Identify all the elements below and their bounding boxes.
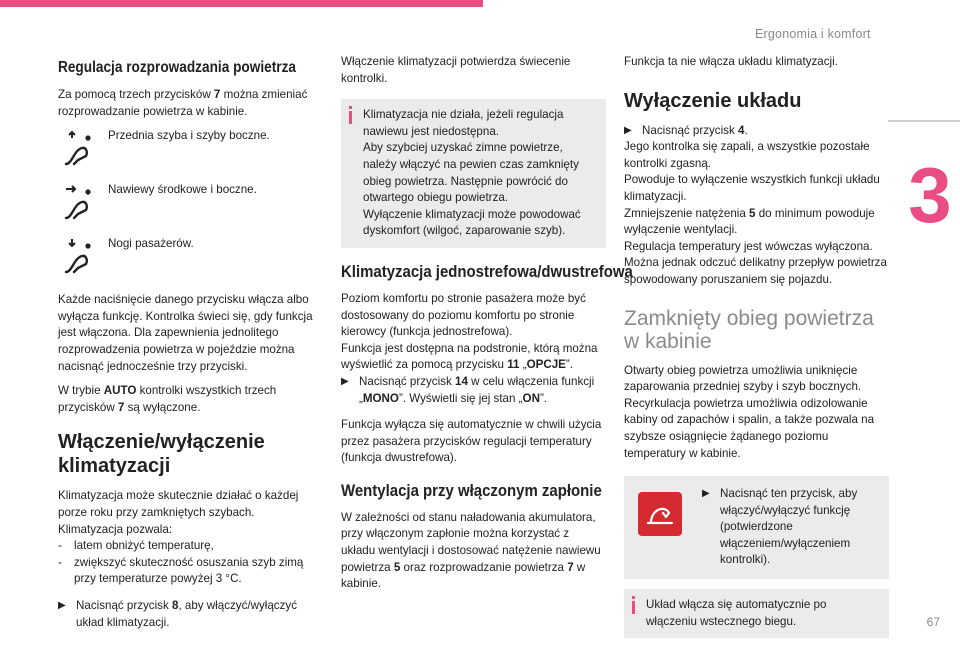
windscreen-mode-label: Przednia szyba i szyby boczne. [108,129,270,143]
dual-paragraph-3: Funkcja wyłącza się automatycznie w chwili użycia przez pasażera przycisków regulacji temperatury (funkcja dwustrefowa). [341,418,602,465]
press-button-14-instruction: ▶ Nacisnąć przycisk 14 w celu włączenia funkcji „MONO”. Wyświetli się jej stan „ON”. [341,374,606,407]
column-1 [58,46,323,631]
heading-ac-on-off: Włączenie/wyłączenie klimatyzacji [58,431,265,478]
each-press-paragraph: Każde naciśnięcie danego przycisku włącza albo wyłącza funkcję. Kontrolka świeci się, gdy funkcja jest włączona. Dla zapewnienia jednolitego rozprowadzenia powietrza w pojeździe można nacisnąć jednocześnie trzy przyciski. [58,293,313,373]
off-paragraph-1: Jego kontrolka się zapali, a wszystkie pozostałe kontrolki zgasną. [624,140,870,170]
heading-ventilation: Wentylacja przy włączonym zapłonie [341,480,602,500]
heading-dual-zone: Klimatyzacja jednostrefowa/dwustrefowa [341,261,633,281]
press-button-4-instruction: ▶ Nacisnąć przycisk 4. [624,123,889,140]
instruction-arrow-icon: ▶ [624,124,632,136]
ac-paragraph-1: Klimatyzacja może skutecznie działać o każdej porze roku przy zamkniętych szybach. [58,489,299,519]
recirculation-icon [645,501,675,527]
recirculation-instruction: ▶ Nacisnąć ten przycisk, aby włączyć/wyłączyć funkcję (potwierdzone włączeniem/wyłączeniem kontrolki). [702,486,879,569]
info-text: Klimatyzacja nie działa, jeżeli regulacja nawiewu jest niedostępna. [363,108,564,138]
dual-paragraph-1: Poziom komfortu po stronie pasażera może być dostosowany do poziomu komfortu po stronie kierowcy (funkcja jednostrefowa). [341,291,586,339]
column-2 [341,46,633,601]
section-title: Ergonomia i komfort [755,27,871,41]
off-paragraph-2: Powoduje to wyłączenie wszystkich funkcji układu klimatyzacji. [624,173,880,203]
header-accent-bar [0,0,483,7]
recirculation-paragraph: Otwarty obieg powietrza umożliwia uniknięcie zaparowania przedniej szyby i szyb bocznych. Recyrkulacja powietrza umożliwia odizolowanie kabiny od zapachów i spalin, a także pozwala na szybsze osiągnięcie żądanego poziomu temperatury w kabinie. [624,363,875,460]
heading-system-off: Wyłączenie układu [624,89,802,112]
ac-confirm-paragraph: Włączenie klimatyzacji potwierdza świecenie kontrolki. [341,55,571,85]
chapter-divider [888,120,960,122]
recirculation-button[interactable] [638,492,682,536]
instruction-arrow-icon: ▶ [702,488,710,500]
info-text: Aby szybciej uzyskać zimne powietrze, należy włączyć na pewien czas zamknięty obieg powietrza. Następnie powrócić do otwartego obiegu powietrza. [363,141,579,205]
heading-air-distribution: Regulacja rozprowadzania powietrza [58,59,296,76]
info-text: Układ włącza się automatycznie po włączeniu wstecznego biegu. [646,598,827,628]
centre-vents-mode-label: Nawiewy środkowe i boczne. [108,183,257,197]
windscreen-mode-row [58,128,323,174]
auto-mode-paragraph: W trybie AUTO kontrolki wszystkich trzech przycisków 7 są wyłączone. [58,384,277,414]
info-icon [632,601,635,614]
info-text: Wyłączenie klimatyzacji może powodować dyskomfort (wilgoć, zaparowanie szyb). [363,207,581,238]
function-note: Funkcja ta nie włącza układu klimatyzacji. [624,55,838,68]
dual-paragraph-2: Funkcja jest dostępna na podstronie, którą można wyświetlić za pomocą przycisku 11 „OPCJE”. [341,341,598,372]
ac-list-item: - latem obniżyć temperaturę, [58,539,214,553]
windscreen-airflow-icon [58,128,98,168]
air-intro: Za pomocą trzech przycisków 7 można zmieniać rozprowadzanie powietrza w kabinie. [58,88,308,118]
centre-vents-mode-row [58,182,323,228]
press-button-8-instruction: ▶ Nacisnąć przycisk 8, aby włączyć/wyłączyć układ klimatyzacji. [58,598,323,631]
heading-recirculation: Zamknięty obieg powietrza w kabinie [624,306,874,353]
page-number: 67 [926,615,940,629]
instruction-arrow-icon: ▶ [341,375,349,387]
instruction-arrow-icon: ▶ [58,599,66,611]
centre-vents-airflow-icon [58,182,98,222]
column-3 [624,46,889,652]
ventilation-paragraph: W zależności od stanu naładowania akumulatora, przy włączonym zapłonie można korzystać z układu wentylacji i dostosować natężenie nawiewu powietrza 5 oraz rozprowadzanie powietrza 7 w kabinie. [341,510,601,591]
off-paragraph-4: Regulacja temperatury jest wówczas wyłączona. Można jednak odczuć delikatny przepływ powietrza spowodowany poruszaniem się pojazdu. [624,239,887,286]
info-box-ac [341,99,606,248]
info-box-reverse [624,589,889,638]
ac-list-item: - zwiększyć skuteczność osuszania szyb zimą przy temperaturze powyżej 3 °C. [58,555,304,586]
off-paragraph-3: Zmniejszenie natężenia 5 do minimum powoduje wyłączenie wentylacji. [624,206,875,237]
footwell-mode-label: Nogi pasażerów. [108,237,194,251]
footwell-airflow-icon [58,236,98,276]
footwell-mode-row [58,236,323,282]
ac-paragraph-2: Klimatyzacja pozwala: [58,522,173,536]
info-icon [349,111,352,124]
chapter-number: 3 [908,151,952,239]
recirculation-button-box [624,476,889,579]
